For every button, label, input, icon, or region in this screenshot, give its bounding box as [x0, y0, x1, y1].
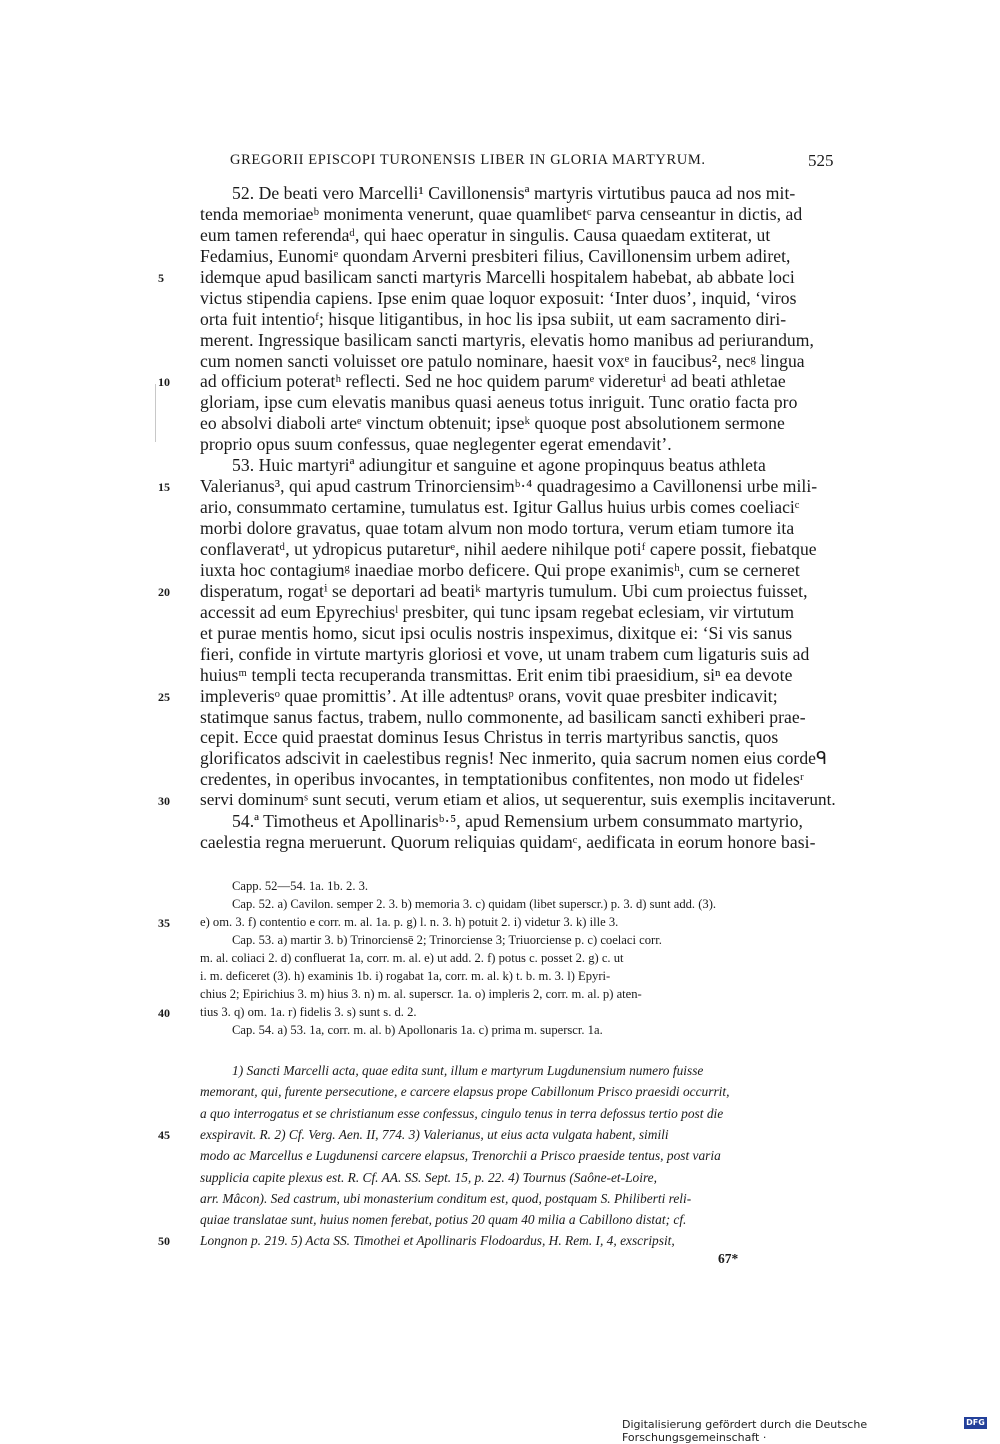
page-number: 525 [808, 151, 834, 170]
footnote-line: modo ac Marcellus e Lugdunensi carcere elapsus, Trenorchii a Prisco praeside tentus, post varia [200, 1148, 721, 1164]
digitization-credit: Digitalisierung gefördert durch die Deutsche Forschungsgemeinschaft · [622, 1418, 868, 1444]
main-text-line: morbi dolore gravatus, quae totam alvum non modo tortura, verum etiam tumore ita [200, 518, 795, 539]
footnote-line: memorant, qui, furente persecutione, e carcere elapsus prope Cabillonum Prisco praesidi occurrit, [200, 1084, 730, 1100]
main-text-line: eo absolvi diaboli arteᵉ vinctum obtenuit; ipseᵏ quoque post absolutionem sermone [200, 413, 785, 434]
footnote-line: exspiravit. R. 2) Cf. Verg. Aen. II, 774. 3) Valerianus, ut eius acta vulgata habent, simili [200, 1126, 669, 1142]
signature-mark: 67* [718, 1251, 739, 1266]
line-number: 40 [158, 1006, 170, 1020]
main-text-line: eum tamen referendaᵈ, qui haec operatur in singulis. Causa quaedam extiterat, ut [200, 224, 771, 245]
main-text-line: glorificatos adscivit in caelestibus regnis! Nec inmerito, quia sacrum nomen eius cordeᑫ [200, 748, 828, 769]
line-number: 30 [158, 794, 170, 809]
main-text-line: ario, consummato certamine, tumulatus est. Igitur Gallus huius urbis comes coeliaciᶜ [200, 497, 800, 518]
main-text-line: Valerianus³, qui apud castrum Trinorciensimᵇ·⁴ quadragesimo a Cavillonensi urbe mili- [200, 476, 818, 497]
main-text-line: cepit. Ecce quid praestat dominus Iesus Christus in terris martyribus sanctis, quos [200, 727, 779, 748]
apparatus-line: Cap. 52. a) Cavilon. semper 2. 3. b) memoria 3. c) quidam (libet superscr.) p. 3. d) sunt add. (3). [232, 897, 717, 911]
line-number: 25 [158, 689, 170, 704]
main-text-line: ad officium poteratʰ reflecti. Sed ne hoc quidem parumᵉ videreturⁱ ad beati athletae [200, 371, 786, 392]
main-text-line: 53. Huic martyriª adiungitur et sanguine et agone propinquus beatus athleta [232, 455, 766, 476]
main-text-line: et purae mentis homo, sicut ipsi oculis nostris inspeximus, dixitque ei: ‘Si vis sanus [200, 622, 793, 643]
main-text-line: impleverisᵒ quae promittis’. At ille adtentusᵖ orans, vovit quae presbiter indicavit; [200, 685, 778, 706]
footnote-line: Longnon p. 219. 5) Acta SS. Timothei et Apollinaris Flodoardus, H. Rem. I, 4, exscripsit, [200, 1233, 675, 1249]
footnote-line: 1) Sancti Marcelli acta, quae edita sunt, illum e martyrum Lugdunensium numero fuisse [232, 1063, 704, 1078]
main-text-line: fieri, confide in virtute martyris gloriosi et vove, ut unam trabem cum ligaturis suis ad [200, 643, 810, 664]
apparatus-line: e) om. 3. f) contentio e corr. m. al. 1a. p. g) l. n. 3. h) potuit 2. i) videtur 3. k) ille 3. [200, 915, 619, 929]
main-text-line: credentes, in operibus invocantes, in temptationibus confitentes, non modo ut fidelesʳ [200, 769, 804, 790]
main-text-line: servi dominumˢ sunt secuti, verum etiam et alios, ut sequerentur, suis exemplis incitaverunt. [200, 790, 836, 810]
main-text-line: victus stipendia capiens. Ipse enim quae loquor exposuit: ‘Inter duos’, inquid, ‘viros [200, 287, 797, 308]
dfg-logo: DFG [964, 1417, 987, 1429]
apparatus-line: Cap. 54. a) 53. 1a, corr. m. al. b) Apollonaris 1a. c) prima m. superscr. 1a. [232, 1023, 603, 1037]
main-text-line: accessit ad eum Epyrechiusˡ presbiter, qui tunc ipsam regebat eclesiam, vir virtutum [200, 601, 795, 622]
main-text-line: merent. Ingressique basilicam sancti martyris, elevatis homo manibus ad periurandum, [200, 329, 814, 350]
main-text-line: cum nomen sancti voluisset ore patulo nominare, haesit voxᵉ in faucibus², necᵍ lingua [200, 350, 805, 371]
main-text-line: tenda memoriaeᵇ monimenta venerunt, quae quamlibetᶜ parva censeantur in dictis, ad [200, 203, 803, 224]
footnote-line: arr. Mâcon). Sed castrum, ubi monasterium conditum est, quod, postquam S. Philiberti reli- [200, 1190, 692, 1206]
main-text-line: idemque apud basilicam sancti martyris Marcelli hospitalem habebat, ab abbate loci [200, 266, 795, 287]
line-number: 20 [158, 584, 170, 599]
line-number: 45 [158, 1127, 170, 1142]
running-header: GREGORII EPISCOPI TURONENSIS LIBER IN GLORIA MARTYRUM. [230, 152, 706, 168]
margin-mark [155, 384, 156, 442]
main-text-line: proprio opus suum confessus, quae neglegenter egerat emendavit’. [200, 434, 672, 455]
apparatus-line: Cap. 53. a) martir 3. b) Trinorciensē 2; Trinorciense 3; Triuorciense p. c) coelaci corr. [232, 933, 662, 947]
main-text-line: caelestia regna meruerunt. Quorum reliquias quidamᶜ, aedificata in eorum honore basi- [200, 832, 816, 853]
apparatus-line: Capp. 52—54. 1a. 1b. 2. 3. [232, 879, 369, 893]
apparatus-line: chius 2; Epirichius 3. m) hius 3. n) m. al. superscr. 1a. o) impleris 2, corr. m. al. p) aten- [200, 987, 642, 1001]
main-text-line: 54.ª Timotheus et Apollinarisᵇ·⁵, apud Remensium urbem consummato martyrio, [232, 811, 803, 832]
line-number: 15 [158, 480, 170, 495]
apparatus-line: tius 3. q) om. 1a. r) fidelis 3. s) sunt s. d. 2. [200, 1005, 417, 1019]
main-text-line: huiusᵐ templi tecta recuperanda transmittas. Erit enim tibi praesidium, siⁿ ea devote [200, 664, 793, 685]
main-text-line: conflaveratᵈ, ut ydropicus putareturᵉ, nihil aedere nihilque potiᶠ capere possit, fiebatque [200, 538, 817, 559]
apparatus-line: i. m. deficeret (3). h) examinis 1b. i) rogabat 1a, corr. m. al. k) t. b. m. 3. l) Epyri- [200, 969, 611, 983]
main-text-line: gloriam, ipse cum elevatis manibus quasi aeneus totus inriguit. Tunc oratio facta pro [200, 392, 798, 413]
main-text-line: statimque sanus factus, trabem, nullo commonente, ad basilicam sancti exhiberi prae- [200, 706, 806, 727]
line-number: 50 [158, 1234, 170, 1249]
footnote-line: quiae translatae sunt, huius nomen ferebat, potius 20 quam 40 milia a Cabillono distat; cf. [200, 1212, 687, 1228]
line-number: 10 [158, 375, 170, 390]
main-text-line: Fedamius, Eunomiᵉ quondam Arverni presbiteri filius, Cavillonensim urbem adiret, [200, 245, 791, 266]
footnote-line: supplicia capite plexus est. R. Cf. AA. SS. Sept. 15, p. 22. 4) Tournus (Saône-et-Loire, [200, 1169, 657, 1185]
apparatus-line: m. al. coliaci 2. d) confluerat 1a, corr. m. al. e) ut add. 2. f) potus c. posset 2. g) c. ut [200, 951, 624, 965]
line-number: 35 [158, 916, 170, 930]
main-text-line: 52. De beati vero Marcelli¹ Cavillonensisª martyris virtutibus pauca ad nos mit- [232, 183, 796, 203]
main-text-line: iuxta hoc contagiumᵍ inaediae morbo deficere. Qui prope exanimisʰ, cum se cerneret [200, 559, 800, 580]
main-text-line: orta fuit intentioᶠ; hisque litigantibus, in hoc lis ipsa subiit, ut eam sacramento diri- [200, 308, 787, 329]
main-text-line: disperatum, rogatⁱ se deportari ad beatiᵏ martyris tumulum. Ubi cum proiectus fuisset, [200, 580, 808, 601]
footnote-line: a quo interrogatus et se christianum esse confessus, cingulo tenus in terra defossus tertio post die [200, 1105, 724, 1121]
line-number: 5 [158, 270, 164, 285]
